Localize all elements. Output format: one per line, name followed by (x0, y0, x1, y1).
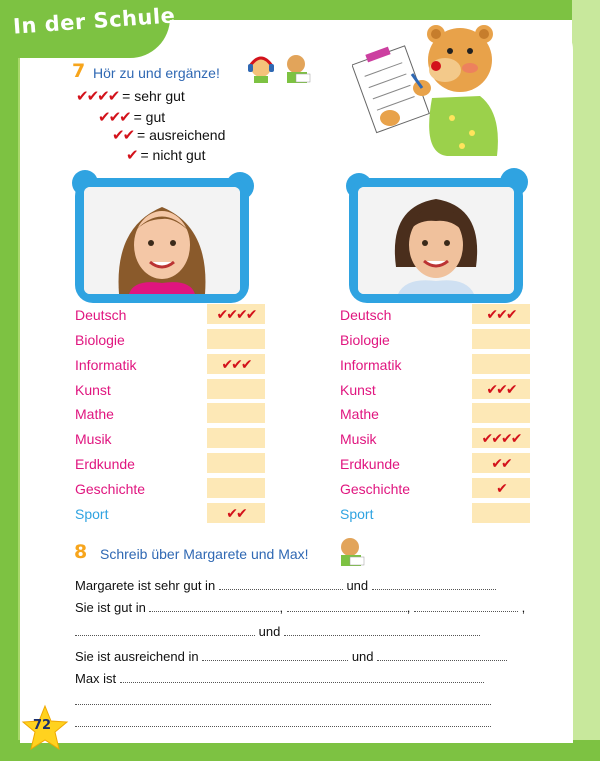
legend-marks-4: ✔ (126, 146, 137, 164)
subject-label: Sport (75, 506, 109, 522)
legend-row-3 (112, 126, 225, 144)
girl-portrait (84, 187, 240, 294)
legend-label-3: = ausreichend (137, 127, 226, 143)
frame-bottom (0, 740, 600, 761)
grade-cell[interactable] (472, 354, 530, 376)
blank-field[interactable] (287, 600, 407, 612)
separator-comma: , (279, 600, 284, 615)
sentence-text: Sie ist ausreichend in (75, 649, 199, 664)
subject-label: Musik (340, 431, 377, 447)
subject-label: Deutsch (75, 307, 127, 323)
exercise-8-number: 8 (74, 541, 88, 563)
subject-label: Deutsch (340, 307, 392, 323)
grade-cell[interactable]: ✔✔✔ (472, 379, 530, 401)
subject-label: Informatik (75, 357, 137, 373)
legend-row-1 (76, 87, 185, 105)
grade-cell[interactable] (472, 329, 530, 351)
legend-label-4: = nicht gut (140, 147, 206, 163)
writing-line-2 (75, 600, 525, 615)
legend-label-1: = sehr gut (122, 88, 185, 104)
grade-cell[interactable] (207, 403, 265, 425)
subject-label: Biologie (75, 332, 125, 348)
photo-frame-max (349, 178, 523, 303)
subject-label: Sport (340, 506, 374, 522)
sentence-text: Sie ist gut in (75, 600, 146, 615)
subject-label: Kunst (340, 382, 376, 398)
photo-margarete (84, 187, 240, 294)
exercise-8-instruction: Schreib über Margarete und Max! (100, 546, 309, 562)
blank-field[interactable] (219, 578, 343, 590)
blank-field[interactable] (75, 715, 491, 727)
subject-label: Erdkunde (75, 456, 135, 472)
writing-line-6 (75, 693, 491, 708)
page-title: In der Schule (12, 3, 177, 39)
writing-line-4 (75, 649, 507, 664)
legend-row-2 (98, 108, 165, 126)
photo-frame-margarete (75, 178, 249, 303)
exercise-7-number: 7 (72, 60, 86, 82)
separator-comma: , (406, 600, 411, 615)
grade-cell[interactable] (207, 329, 265, 351)
bear-illustration (352, 18, 502, 158)
writing-line-7 (75, 715, 491, 730)
subject-label: Informatik (340, 357, 402, 373)
grade-cell[interactable]: ✔✔✔✔ (472, 428, 530, 450)
subject-label: Mathe (75, 406, 114, 422)
blank-field[interactable] (377, 649, 507, 661)
grade-cell[interactable]: ✔ (472, 478, 530, 500)
blank-field[interactable] (414, 600, 518, 612)
frame-left (0, 0, 18, 761)
legend-label-2: = gut (133, 109, 166, 125)
write-icon (282, 52, 312, 84)
grade-cell[interactable]: ✔✔ (207, 503, 265, 525)
sentence-text: und (258, 624, 281, 639)
subject-label: Musik (75, 431, 112, 447)
blank-field[interactable] (75, 693, 491, 705)
photo-max (358, 187, 514, 294)
subject-label: Erdkunde (340, 456, 400, 472)
legend-marks-2: ✔✔✔ (98, 108, 130, 126)
sentence-text: Max ist (75, 671, 117, 686)
grade-cell[interactable]: ✔✔✔ (472, 304, 530, 326)
legend-marks-1: ✔✔✔✔ (76, 87, 119, 105)
subject-label: Biologie (340, 332, 390, 348)
blank-field[interactable] (372, 578, 496, 590)
writing-line-1 (75, 578, 496, 593)
blank-field[interactable] (149, 600, 279, 612)
subject-label: Geschichte (340, 481, 411, 497)
boy-portrait (358, 187, 514, 294)
listen-icon (246, 50, 276, 84)
grade-cell[interactable] (207, 478, 265, 500)
writing-line-5 (75, 671, 484, 686)
separator-comma: , (521, 600, 526, 615)
subject-label: Geschichte (75, 481, 146, 497)
grade-cell[interactable] (207, 379, 265, 401)
subject-label: Mathe (340, 406, 379, 422)
write-icon (336, 535, 366, 567)
subject-label: Kunst (75, 382, 111, 398)
blank-field[interactable] (120, 671, 484, 683)
legend-marks-3: ✔✔ (112, 126, 134, 144)
sentence-text: und (351, 649, 374, 664)
page-number: 72 (33, 718, 52, 733)
grade-cell[interactable]: ✔✔✔✔ (207, 304, 265, 326)
grade-cell[interactable] (207, 428, 265, 450)
sentence-text: Margarete ist sehr gut in (75, 578, 216, 593)
grade-cell[interactable] (472, 503, 530, 525)
blank-field[interactable] (75, 624, 255, 636)
blank-field[interactable] (202, 649, 348, 661)
grade-cell[interactable] (207, 453, 265, 475)
legend-row-4 (126, 146, 205, 164)
grade-cell[interactable] (472, 403, 530, 425)
sentence-text: und (346, 578, 369, 593)
blank-field[interactable] (284, 624, 480, 636)
frame-right (572, 0, 600, 761)
grade-cell[interactable]: ✔✔✔ (207, 354, 265, 376)
exercise-7-instruction: Hör zu und ergänze! (93, 65, 220, 81)
writing-line-3 (75, 624, 480, 639)
grade-cell[interactable]: ✔✔ (472, 453, 530, 475)
